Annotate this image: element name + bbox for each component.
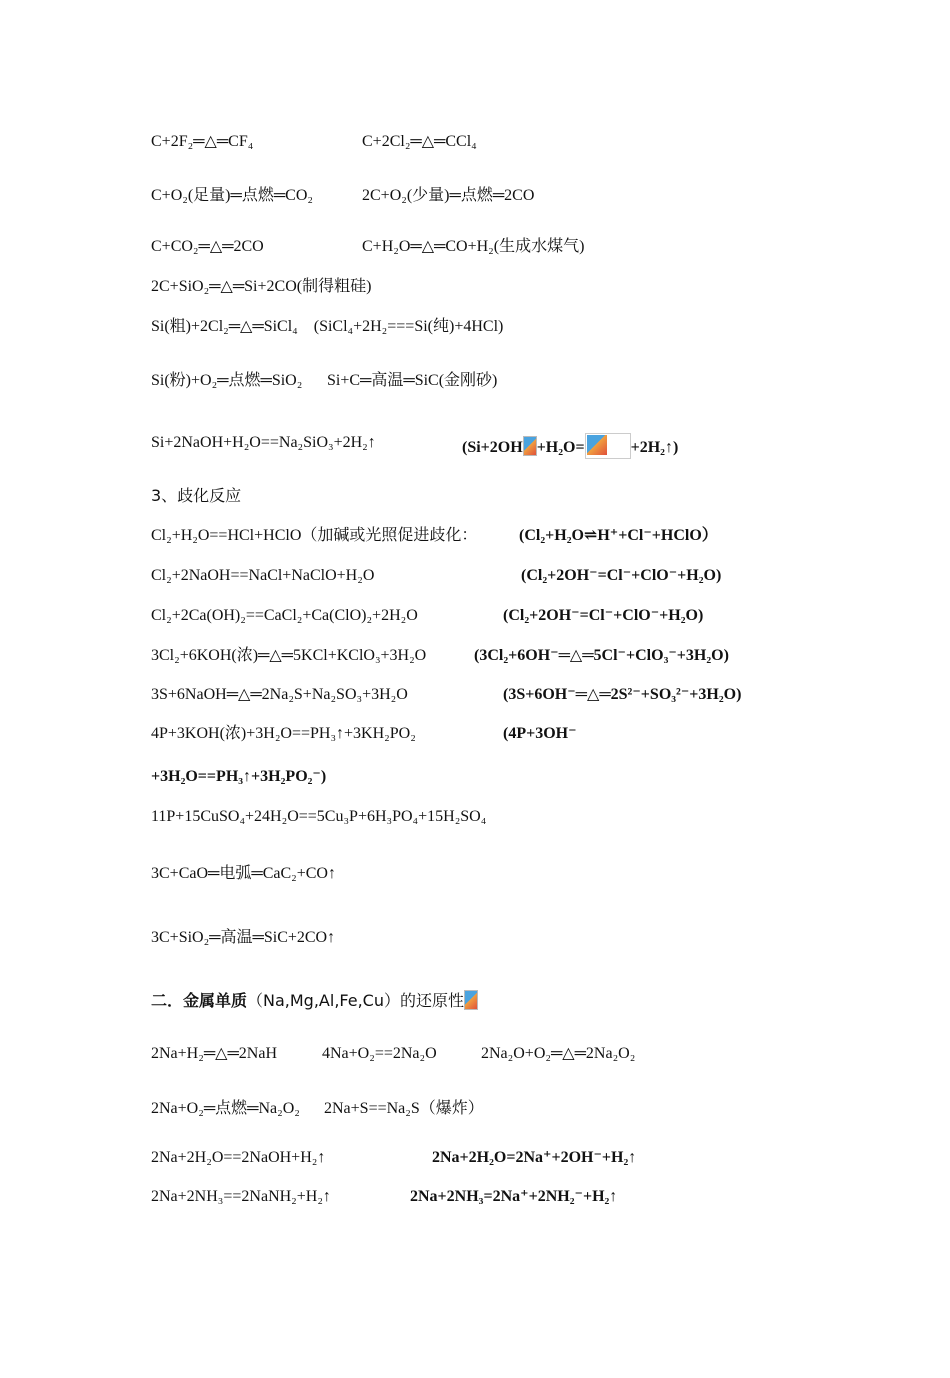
- ionic-equation-p-koh-start: (4P+3OH⁻: [503, 725, 577, 742]
- heading-rest: （Na,Mg,Al,Fe,Cu）的还原性: [247, 991, 464, 1010]
- ionic-equation-na-nh3: 2Na+2NH₃=2Na⁺+2NH₂⁻+H₂↑: [410, 1188, 618, 1205]
- equation-na-nh3: 2Na+2NH₃==2NaNH₂+H₂↑: [151, 1188, 331, 1205]
- equation-si-c: Si+C═高温═SiC(金刚砂): [327, 372, 498, 389]
- equation-cl2-naoh: Cl₂+2NaOH==NaCl+NaClO+H₂O: [151, 567, 375, 584]
- ionic-equation-s-naoh: (3S+6OH⁻═△═2S²⁻+SO₃²⁻+3H₂O): [503, 686, 742, 703]
- equation-na-o2: 4Na+O₂==2Na₂O: [322, 1045, 437, 1062]
- equation-cl2-koh: 3Cl₂+6KOH(浓)═△═5KCl+KClO₃+3H₂O: [151, 647, 427, 664]
- ionic-equation-cl2-naoh: (Cl₂+2OH⁻=Cl⁻+ClO⁻+H₂O): [521, 567, 722, 584]
- equation-si-o2: Si(粉)+O₂═点燃═SiO₂: [151, 372, 303, 389]
- equation-na-s: 2Na+S==Na₂S（爆炸）: [324, 1100, 484, 1117]
- ionic-equation-cl2-caoh2: (Cl₂+2OH⁻=Cl⁻+ClO⁻+H₂O): [503, 607, 704, 624]
- ionic-equation-cl2-h2o: (Cl₂+H₂O⇌H⁺+Cl⁻+HClO）: [519, 527, 718, 544]
- broken-image-icon: [585, 433, 631, 459]
- ionic-equation-na-h2o: 2Na+2H₂O=2Na⁺+2OH⁻+H₂↑: [432, 1149, 637, 1166]
- equation-p-koh: 4P+3KOH(浓)+3H₂O==PH₃↑+3KH₂PO₂: [151, 725, 416, 742]
- equation-c-co2: C+CO₂═△═2CO: [151, 238, 264, 255]
- equation-c-o2-excess: C+O₂(足量)═点燃═CO₂: [151, 187, 313, 204]
- equation-s-naoh: 3S+6NaOH═△═2Na₂S+Na₂SO₃+3H₂O: [151, 686, 408, 703]
- ionic-equation-si-naoh: [462, 433, 678, 459]
- equation-si-cl2: Si(粗)+2Cl₂═△═SiCl₄ (SiCl₄+2H₂===Si(纯)+4HCl): [151, 318, 504, 335]
- equation-c-sio2-high-temp: 3C+SiO₂═高温═SiC+2CO↑: [151, 929, 336, 946]
- equation-c-sio2: 2C+SiO₂═△═Si+2CO(制得粗硅): [151, 278, 372, 295]
- equation-si-naoh: Si+2NaOH+H₂O==Na₂SiO₃+2H₂↑: [151, 434, 376, 451]
- equation-c-f2: C+2F₂═△═CF₄: [151, 133, 254, 150]
- ionic-part-3: +2H₂↑): [630, 439, 679, 456]
- equation-c-o2-limited: 2C+O₂(少量)═点燃═2CO: [362, 187, 535, 204]
- equation-c-h2o: C+H₂O═△═CO+H₂(生成水煤气): [362, 238, 585, 255]
- equation-cl2-caoh2: Cl₂+2Ca(OH)₂==CaCl₂+Ca(ClO)₂+2H₂O: [151, 607, 418, 624]
- heading-strong: 二．金属单质: [151, 991, 248, 1010]
- equation-na-o2-burn: 2Na+O₂═点燃═Na₂O₂: [151, 1100, 300, 1117]
- equation-p-cuso4: 11P+15CuSO₄+24H₂O==5Cu₃P+6H₃PO₄+15H₂SO₄: [151, 808, 487, 825]
- equation-cl2-h2o: Cl₂+H₂O==HCl+HClO（加碱或光照促进歧化：: [151, 527, 478, 544]
- ionic-part-2: +H₂O=: [536, 439, 585, 456]
- broken-image-icon: [464, 990, 478, 1010]
- equation-na-h2: 2Na+H₂═△═2NaH: [151, 1045, 277, 1062]
- equation-c-cao: 3C+CaO═电弧═CaC₂+CO↑: [151, 865, 336, 882]
- ionic-equation-p-koh-end: +3H₂O==PH₃↑+3H₂PO₂⁻): [151, 768, 327, 785]
- ionic-part-1: (Si+2OH: [462, 439, 523, 456]
- equation-na-h2o: 2Na+2H₂O==2NaOH+H₂↑: [151, 1149, 326, 1166]
- equation-c-cl2: C+2Cl₂═△═CCl₄: [362, 133, 477, 150]
- section-heading-metals: [151, 990, 478, 1011]
- broken-image-icon: [523, 436, 537, 456]
- ionic-equation-cl2-koh: (3Cl₂+6OH⁻═△═5Cl⁻+ClO₃⁻+3H₂O): [474, 647, 729, 664]
- section-heading-disproportionation: 3、歧化反应: [151, 486, 242, 505]
- equation-na2o-o2: 2Na₂O+O₂═△═2Na₂O₂: [481, 1045, 636, 1062]
